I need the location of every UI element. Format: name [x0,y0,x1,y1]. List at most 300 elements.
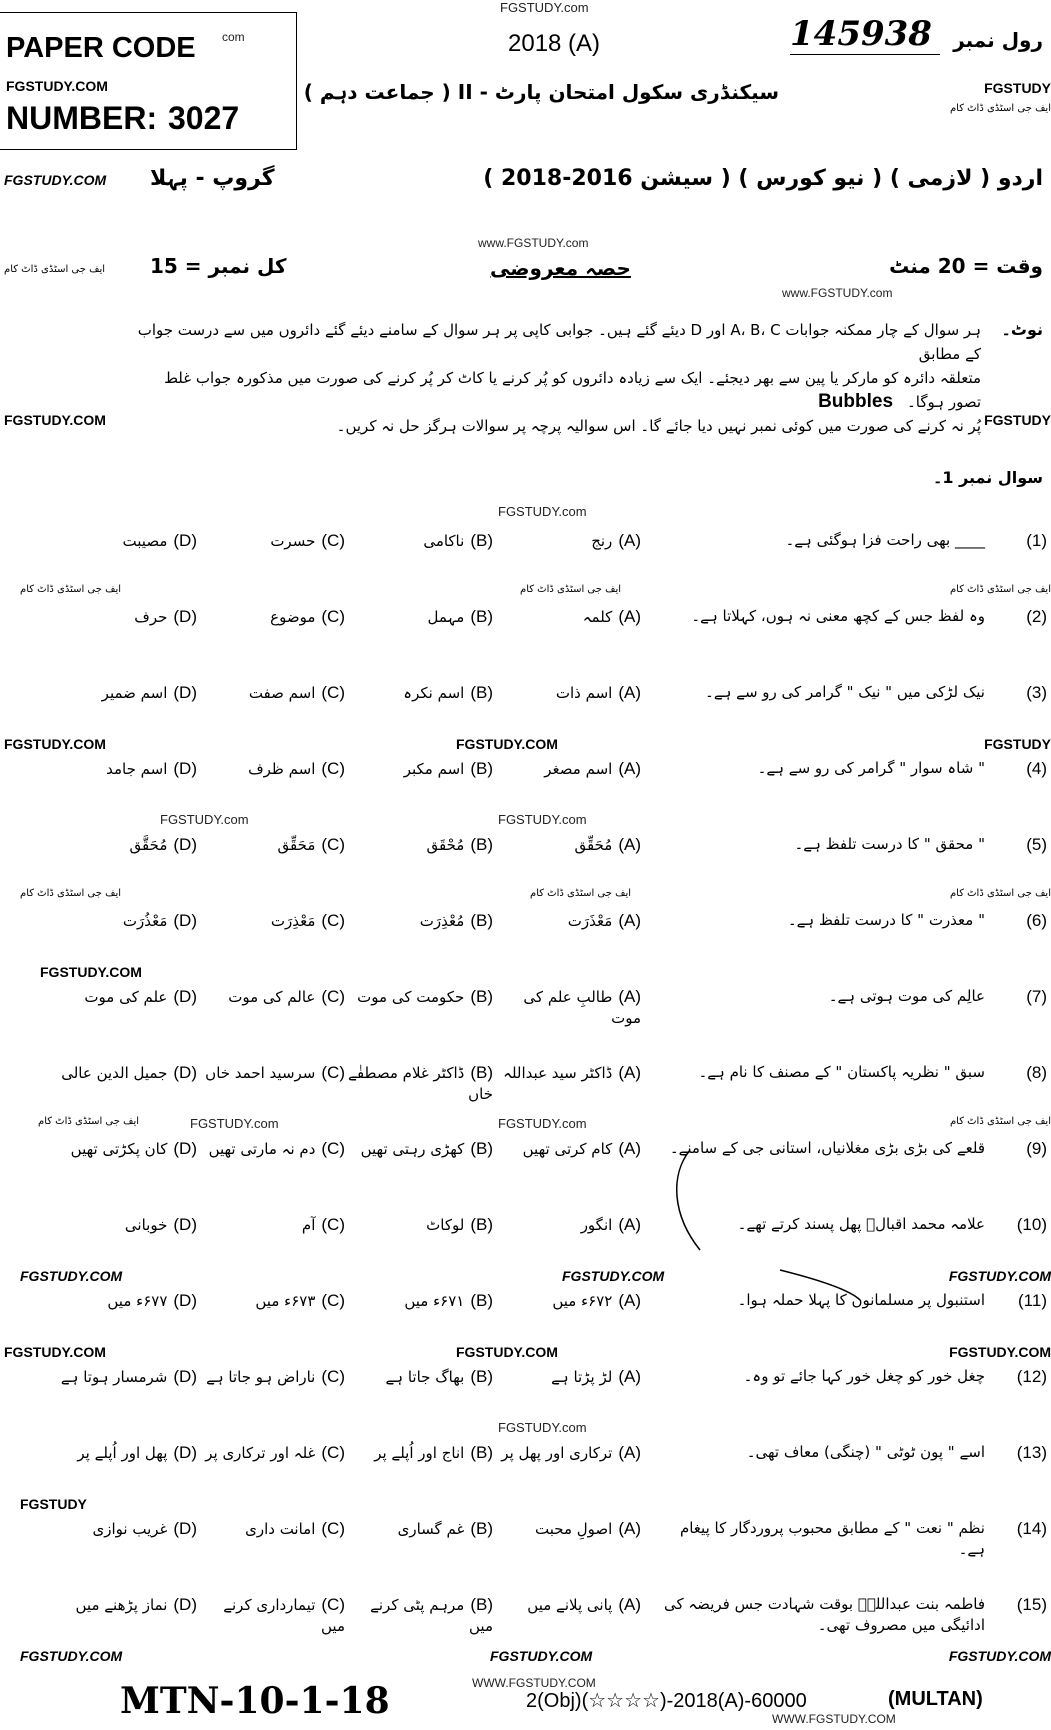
option-label: (B) [470,1443,493,1462]
option-text: مصیبت [122,532,168,550]
option-b [345,682,493,704]
option-label: (D) [173,759,197,778]
question-text: نظم " نعت " کے مطابق محبوب پروردگار کا پیغام ہے۔ [679,1519,985,1558]
option-label: (A) [618,1139,641,1158]
note-bubbles: Bubbles [818,391,894,412]
option-label: (D) [173,911,197,930]
note-line-3: پُر نہ کرنے کی صورت میں کوئی نمبر نہیں دیا جائے گا۔ اس سوالیہ پرچہ پر سوالات ہرگز حل نہ کریں۔ [336,417,981,435]
option-label: (A) [618,835,641,854]
option-text: مُحْقَق [426,836,465,854]
option-d [49,986,197,1008]
option-d [49,1442,197,1464]
option-label: (D) [173,1367,197,1386]
option-label: (B) [470,1063,493,1082]
watermark-urdu: ایف جی اسٹڈی ڈاٹ کام [20,584,122,595]
watermark-urdu: ایف جی اسٹڈی ڈاٹ کام [20,888,122,899]
option-text: طالبِ علم کی موت [523,988,641,1027]
watermark-urdu: ایف جی اسٹڈی ڈاٹ کام [949,103,1051,114]
option-d [49,1062,197,1084]
watermark: FGSTUDY.com [190,1116,279,1131]
option-text: مَعْذُرَت [122,912,168,930]
option-label: (C) [321,531,345,550]
option-label: (B) [470,1595,493,1614]
question-text: فاطمہ بنت عبداللہؓ بوقت شہادت جس فریضہ کی ادائیگی میں مصروف تھی۔ [663,1595,985,1634]
option-text: لوکاٹ [426,1216,465,1234]
question-main [0,986,1051,1032]
option-label: (A) [618,531,641,550]
footer-paper-code: 2(Obj)(☆☆☆☆)-2018(A)-60000 [526,1690,807,1712]
question-text: سبق " نظریہ پاکستان " کے مصنف کا نام ہے۔ [698,1063,985,1081]
option-b [345,1366,493,1388]
option-a [493,1442,641,1464]
watermark-band [0,882,1051,910]
option-text: حکومت کی موت [357,988,465,1006]
option-label: (C) [321,1063,345,1082]
roll-number-value: 145938 [790,14,940,55]
question-main [0,1214,1051,1260]
option-c [197,1366,345,1388]
option-text: تیمارداری کرنے میں [223,1596,345,1635]
option-a [493,986,641,1029]
exam-title: سیکنڈری سکول امتحان پارٹ - II ( جماعت دہم ) [303,80,779,104]
watermark-band [0,1642,1051,1670]
option-label: (A) [618,1367,641,1386]
option-text: ناکامی [423,532,465,550]
total-marks: کل نمبر = 15 [150,254,287,278]
option-text: لڑ پڑتا ہے [551,1368,613,1386]
option-label: (A) [618,683,641,702]
question-main [0,1138,1051,1184]
question-number: (7) [1026,987,1047,1006]
watermark-band [0,806,1051,834]
option-text: ۶۷۷ء میں [107,1292,168,1310]
option-c [197,606,345,628]
watermark: FGSTUDY.COM [20,1268,123,1284]
question-row [0,1214,1051,1290]
option-a [493,1214,641,1236]
option-text: عالم کی موت [228,988,316,1006]
watermark: FGSTUDY.com [498,504,587,519]
option-label: (D) [173,1215,197,1234]
option-text: انگور [580,1216,613,1234]
option-c [197,1518,345,1540]
option-b [345,758,493,780]
option-label: (B) [470,683,493,702]
option-d [49,682,197,704]
question-main [0,834,1051,880]
roll-number-label: رول نمبر [953,28,1043,52]
option-d [49,910,197,932]
option-label: (B) [470,1215,493,1234]
option-label: (C) [321,1215,345,1234]
option-label: (A) [618,1595,641,1614]
question-row [0,606,1051,682]
watermark-mid: www.FGSTUDY.com [478,236,589,250]
question-row [0,834,1051,910]
option-text: ناراض ہو جاتا ہے [206,1368,316,1386]
option-text: مَحَقِّق [277,836,316,854]
option-text: اسم ظرف [248,760,316,778]
question-row [0,1518,1051,1594]
watermark-urdu: ایف جی اسٹڈی ڈاٹ کام [949,1116,1051,1127]
option-text: حرف [134,608,168,626]
option-label: (B) [470,531,493,550]
option-text: ڈاکٹر غلام مصطفٰے خاں [348,1064,493,1103]
option-text: ڈاکٹر سید عبداللہ [503,1064,613,1082]
question-main [0,1442,1051,1488]
option-label: (D) [173,1443,197,1462]
option-c [197,758,345,780]
question-number: (1) [1026,531,1047,550]
option-a [493,606,641,628]
question-number: (11) [1018,1291,1047,1310]
option-text: جمیل الدین عالی [61,1064,168,1082]
option-label: (C) [321,1519,345,1538]
option-a [493,910,641,932]
option-text: اناج اور اُپلے پر [374,1444,465,1462]
option-label: (A) [618,607,641,626]
option-a [493,758,641,780]
note-block [130,318,981,438]
option-d [49,834,197,856]
option-label: (B) [470,759,493,778]
option-d [49,1366,197,1388]
option-d [49,1138,197,1160]
option-text: موضوع [270,608,316,626]
option-label: (B) [470,607,493,626]
option-text: آم [301,1216,316,1234]
option-label: (A) [618,1063,641,1082]
option-c [197,986,345,1008]
option-text: اسم صفت [248,684,316,702]
option-text: ترکاری اور پھل پر [501,1444,613,1462]
option-label: (D) [173,1291,197,1310]
option-label: (D) [173,683,197,702]
option-a [493,834,641,856]
option-d [49,1214,197,1236]
option-b [345,606,493,628]
question-text: عالِم کی موت ہوتی ہے۔ [828,987,985,1005]
option-text: سرسید احمد خاں [205,1064,316,1082]
watermark-urdu: ایف جی اسٹڈی ڈاٹ کام [530,888,632,899]
question-number: (10) [1016,1215,1047,1234]
note-line-2: متعلقہ دائرہ کو مارکر یا پین سے بھر دیجئے۔ ایک سے زیادہ دائروں کو پُر کرنے یا کاٹ کر پُر کرنے کی صورت میں مذکورہ جواب غلط تصور ہوگا۔ [164,369,981,411]
group-label: گروپ - پہلا [150,166,275,191]
question-text: استنبول پر مسلمانوں کا پہلا حملہ ہوا۔ [737,1291,985,1309]
question-main [0,1366,1051,1412]
question-text: نیک لڑکی میں " نیک " گرامر کی رو سے ہے۔ [705,683,985,701]
option-b [345,530,493,552]
option-label: (A) [618,759,641,778]
option-c [197,1290,345,1312]
note-line-2-wrap [130,366,981,414]
watermark-urdu: ایف جی اسٹڈی ڈاٹ کام [520,584,622,595]
option-d [49,758,197,780]
option-label: (D) [173,531,197,550]
question-number: (3) [1026,683,1047,702]
option-text: ۶۷۳ء میں [255,1292,316,1310]
option-label: (C) [321,683,345,702]
question-row [0,986,1051,1062]
option-label: (C) [321,911,345,930]
footer-watermark: WWW.FGSTUDY.COM [772,1712,896,1726]
watermark-time: www.FGSTUDY.com [782,286,893,300]
option-text: خوبانی [124,1216,168,1234]
option-text: بھاگ جاتا ہے [385,1368,465,1386]
question-row [0,530,1051,606]
option-a [493,682,641,704]
question-number: (5) [1026,835,1047,854]
option-label: (C) [321,1443,345,1462]
watermark-band [0,1490,1051,1518]
watermark-band [0,578,1051,606]
watermark-band [0,730,1051,758]
question-number: (8) [1026,1063,1047,1082]
option-a [493,1366,641,1388]
option-label: (D) [173,1139,197,1158]
option-label: (B) [470,1519,493,1538]
option-text: کام کرتی تھیں [522,1140,613,1158]
watermark: FGSTUDY.COM [4,736,106,752]
exam-year: 2018 (A) [508,30,601,57]
option-label: (D) [173,835,197,854]
question-list [0,530,1051,1670]
footer-watermark: WWW.FGSTUDY.COM [472,1676,596,1690]
watermark: FGSTUDY.COM [562,1268,665,1284]
question-number: (15) [1016,1595,1047,1614]
question-row [0,1290,1051,1366]
watermark: FGSTUDY.COM [456,1344,558,1360]
option-b [345,1518,493,1540]
watermark: FGSTUDY.COM [456,736,558,752]
watermark: FGSTUDY.COM [949,1344,1051,1360]
option-b [345,1214,493,1236]
question-main [0,1290,1051,1336]
question-text: علامہ محمد اقبالؒ پھل پسند کرتے تھے۔ [737,1215,985,1233]
option-text: امانت داری [245,1520,316,1538]
option-text: علم کی موت [84,988,168,1006]
watermark: FGSTUDY.com [160,812,249,827]
option-label: (C) [321,1291,345,1310]
watermark: FGSTUDY.COM [4,1344,106,1360]
watermark-band [0,958,1051,986]
option-label: (C) [321,1139,345,1158]
option-text: پانی پلانے میں [527,1596,613,1614]
watermark-urdu: ایف جی اسٹڈی ڈاٹ کام [4,264,106,275]
option-d [49,530,197,552]
question-row [0,1138,1051,1214]
paper-code-label: PAPER CODE [6,32,196,64]
watermark: FGSTUDY [984,412,1051,428]
handwritten-code: MTN-10-1-18 [120,1680,390,1722]
option-label: (B) [470,835,493,854]
question-row [0,1062,1051,1138]
option-text: مُحَقِّق [574,836,613,854]
question-row [0,1442,1051,1518]
watermark: FGSTUDY.COM [948,1648,1051,1664]
option-a [493,1062,641,1084]
watermark-urdu: ایف جی اسٹڈی ڈاٹ کام [949,888,1051,899]
option-b [345,910,493,932]
option-text: مرہم پٹی کرنے میں [370,1596,493,1635]
option-c [197,1214,345,1236]
section-title: حصہ معروضی [490,256,631,280]
option-text: مہمل [427,608,465,626]
option-c [197,682,345,704]
subject-line: اردو ( لازمی ) ( نیو کورس ) ( سیشن 2016-2018 ) [483,166,1043,191]
option-label: (B) [470,911,493,930]
option-label: (C) [321,1367,345,1386]
option-label: (C) [321,607,345,626]
option-text: اسم جامد [106,760,168,778]
option-b [345,1062,493,1105]
question-text: " شاہ سوار " گرامر کی رو سے ہے۔ [757,759,985,777]
option-text: اسم ضمیر [101,684,168,702]
option-text: کان پکڑتی تھیں [70,1140,168,1158]
watermark: FGSTUDY [20,1496,87,1512]
option-label: (C) [321,835,345,854]
question-main [0,1594,1051,1640]
question-main [0,682,1051,728]
question-number: (4) [1026,759,1047,778]
watermark: FGSTUDY.com [498,812,587,827]
question-text: " معذرت " کا درست تلفظ ہے۔ [787,911,985,929]
option-text: اسم ذات [555,684,613,702]
option-c [197,530,345,552]
question-number: (2) [1026,607,1047,626]
option-text: غم گساری [397,1520,465,1538]
option-b [345,986,493,1008]
watermark: FGSTUDY.com [498,1116,587,1131]
option-d [49,606,197,628]
question-text: " محقق " کا درست تلفظ ہے۔ [794,835,985,853]
watermark: FGSTUDY [984,736,1051,752]
question-number: (12) [1016,1367,1047,1386]
option-text: مُعْذِرَت [419,912,465,930]
option-text: کھڑی رہتی تھیں [360,1140,465,1158]
option-text: کلمہ [582,608,613,626]
question-number: (9) [1026,1139,1047,1158]
option-d [49,1518,197,1540]
watermark-band [0,1262,1051,1290]
question-heading: سوال نمبر 1۔ [932,468,1043,487]
option-b [345,1290,493,1312]
paper-number-value: 3027 [168,100,240,136]
question-row [0,1366,1051,1442]
option-text: نماز پڑھنے میں [75,1596,168,1614]
watermark: FGSTUDY.COM [40,964,142,980]
option-text: اسم مکبر [403,760,465,778]
watermark: FGSTUDY.COM [490,1648,593,1664]
option-text: غلہ اور ترکاری پر [205,1444,316,1462]
option-b [345,1594,493,1637]
option-c [197,1062,345,1084]
option-label: (D) [173,1595,197,1614]
option-d [49,1290,197,1312]
question-main [0,1518,1051,1564]
question-main [0,910,1051,956]
footer-city: (MULTAN) [888,1688,983,1710]
option-label: (B) [470,987,493,1006]
option-a [493,1518,641,1540]
question-text: چغل خور کو چغل خور کہا جائے تو وہ۔ [743,1367,985,1385]
option-c [197,1138,345,1160]
question-row [0,682,1051,758]
paper-code-watermark: FGSTUDY.COM [6,78,108,94]
option-text: ۶۷۱ء میں [404,1292,465,1310]
question-main [0,758,1051,804]
watermark-band [0,1110,1051,1138]
option-label: (D) [173,607,197,626]
option-label: (A) [618,987,641,1006]
option-label: (D) [173,1063,197,1082]
question-number: (6) [1026,911,1047,930]
option-text: اسم مصغر [544,760,613,778]
watermark: FGSTUDY.COM [948,1268,1051,1284]
time-allowed: وقت = 20 منٹ [889,254,1043,278]
option-a [493,530,641,552]
option-c [197,1442,345,1464]
option-text: ۶۷۲ء میں [552,1292,613,1310]
option-a [493,1138,641,1160]
option-label: (D) [173,987,197,1006]
option-b [345,834,493,856]
watermark: FGSTUDY.COM [20,1648,123,1664]
option-a [493,1594,641,1616]
question-main [0,1062,1051,1108]
option-label: (B) [470,1291,493,1310]
question-number: (14) [1016,1519,1047,1538]
option-text: رنج [591,532,613,550]
option-b [345,1442,493,1464]
option-text: مُحَقَّق [129,836,168,854]
option-label: (B) [470,1139,493,1158]
watermark-urdu: ایف جی اسٹڈی ڈاٹ کام [38,1116,140,1127]
option-text: مَعْذِرَت [270,912,316,930]
option-label: (A) [618,1443,641,1462]
option-text: مَعْذَرَت [567,912,613,930]
option-label: (A) [618,1519,641,1538]
option-b [345,1138,493,1160]
option-label: (A) [618,911,641,930]
watermark: FGSTUDY.COM [4,412,106,428]
question-row [0,910,1051,986]
option-text: شرمسار ہوتا ہے [60,1368,168,1386]
watermark: FGSTUDY.com [498,1420,587,1435]
option-label: (C) [321,1595,345,1614]
watermark-band [0,1338,1051,1366]
question-text: اسے " پون ٹوٹی " (چنگی) معاف تھی۔ [746,1443,985,1461]
paper-code-com: com [222,30,245,44]
option-d [49,1594,197,1616]
option-label: (C) [321,759,345,778]
question-row [0,758,1051,834]
option-label: (B) [470,1367,493,1386]
option-text: اصولِ محبت [535,1520,613,1538]
option-text: غریب نوازی [92,1520,168,1538]
question-row [0,1594,1051,1670]
option-text: دم نہ مارتی تھیں [208,1140,316,1158]
watermark: FGSTUDY.COM [4,172,107,188]
option-c [197,910,345,932]
question-text: ____ بھی راحت فزا ہوگئی ہے۔ [785,531,985,549]
option-text: حسرت [270,532,316,550]
watermark: FGSTUDY [984,80,1051,96]
question-number: (13) [1016,1443,1047,1462]
option-text: پھل اور اُپلے پر [77,1444,168,1462]
option-label: (A) [618,1291,641,1310]
option-label: (A) [618,1215,641,1234]
